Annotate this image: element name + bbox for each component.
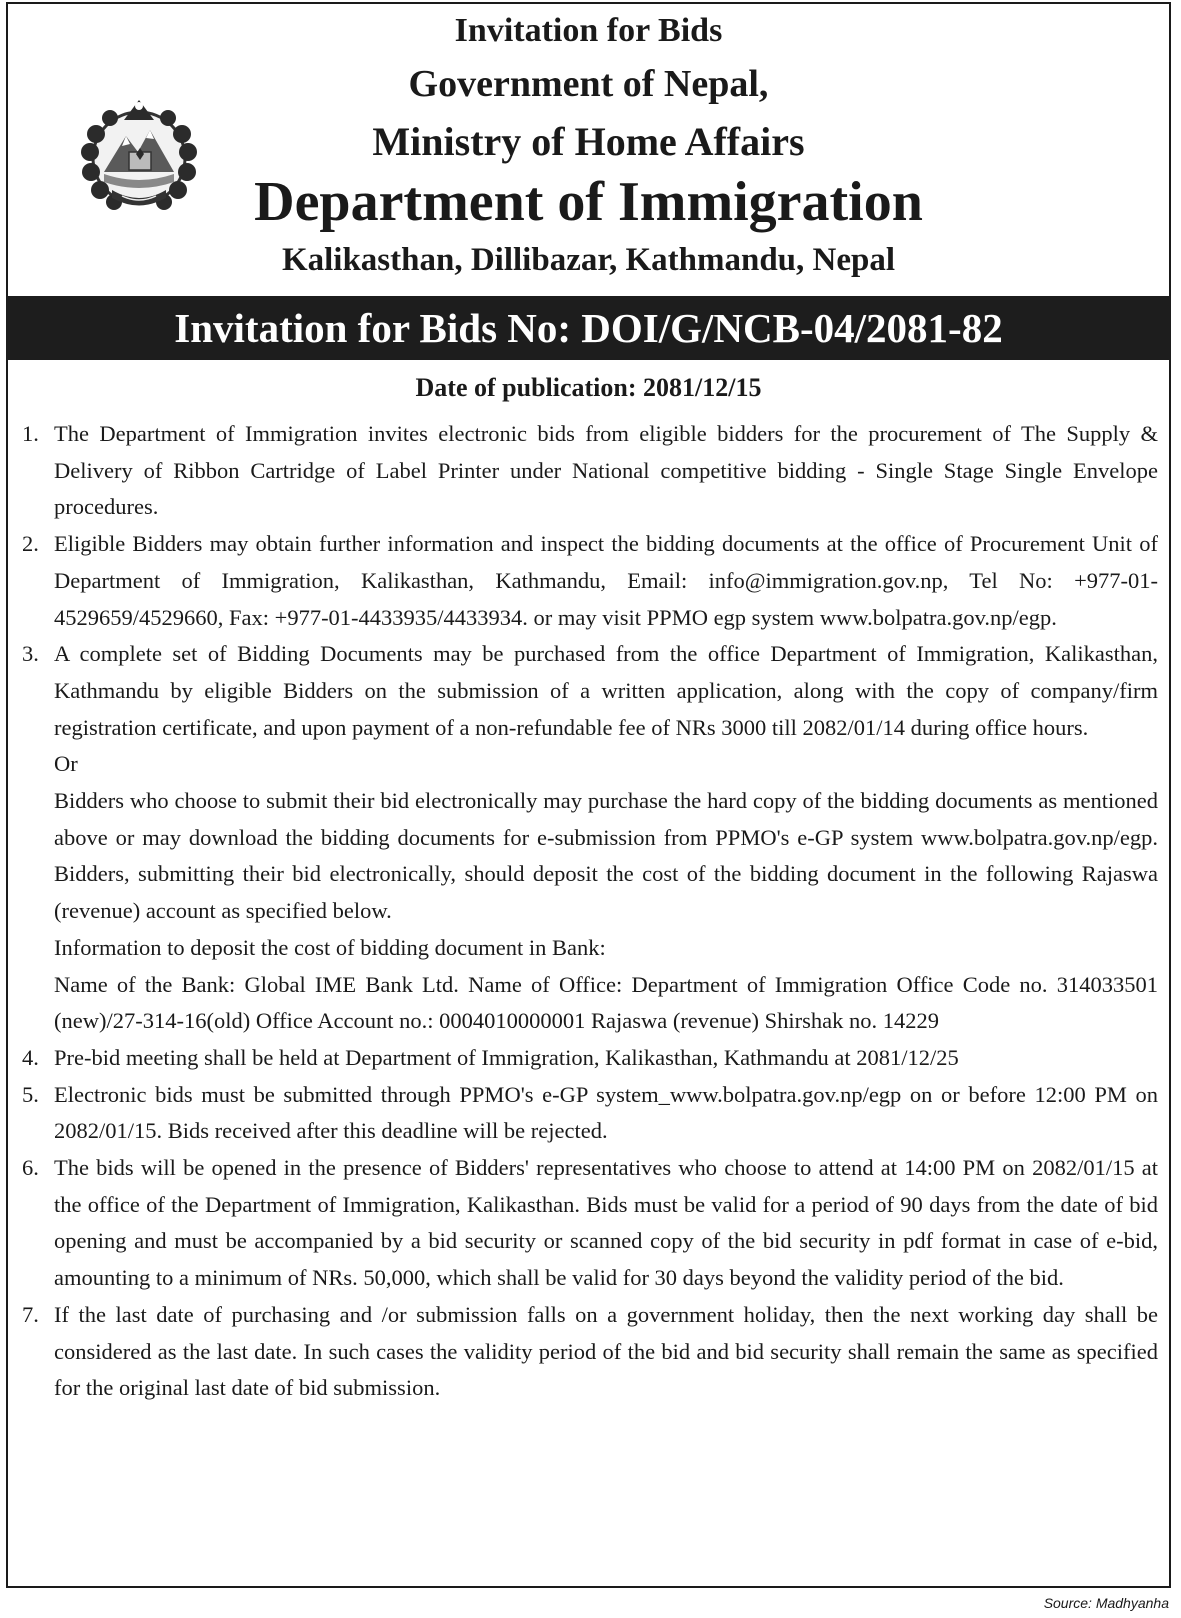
item-number: 2. [22, 531, 39, 557]
item-text: If the last date of purchasing and /or submission falls on a government holiday, then the next working day shall be considered as the last date. In such cases the validity period of the bid and bid security shall remain the same as specified for the original last date of bid submission. [54, 1301, 1158, 1401]
heading-ministry: Ministry of Home Affairs [372, 119, 805, 164]
item-number: 4. [22, 1044, 39, 1070]
source-credit: Source: Madhyanha [1043, 1595, 1169, 1611]
heading-department: Department of Immigration [254, 171, 923, 233]
item-text-bank-info-heading: Information to deposit the cost of bidding document in Bank: [54, 934, 606, 960]
publication-date: Date of publication: 2081/12/15 [415, 373, 762, 402]
list-item [22, 416, 1158, 526]
notice-page [6, 2, 1171, 1588]
list-item [22, 1297, 1158, 1407]
item-number: 1. [22, 421, 39, 446]
item-text: Electronic bids must be submitted through PPMO's e-GP system_www.bolpatra.gov.np/egp on or before 12:00 PM on 2082/01/15. Bids received after this deadline will be rejected. [54, 1081, 1158, 1144]
item-text: The Department of Immigration invites electronic bids from eligible bidders for the procurement of The Supply & Delivery of Ribbon Cartridge of Label Printer under National competitive bidding - Single Stage Single Envelope procedures. [54, 421, 1158, 520]
item-number: 7. [22, 1301, 39, 1327]
list-item [22, 636, 1158, 1040]
heading-government: Government of Nepal, [408, 63, 769, 105]
item-number: 5. [22, 1081, 39, 1107]
heading-invitation: Invitation for Bids [454, 12, 723, 49]
item-text-bank-details: Name of the Bank: Global IME Bank Ltd. Name of Office: Department of Immigration Office Code no. 314033501 (new)/27-314-16(old) Office Account no.: 0004010000001 Rajaswa (revenue) Shirshak no. 14229 [54, 971, 1158, 1034]
item-text-electronic: Bidders who choose to submit their bid electronically may purchase the hard copy of the bidding documents as mentioned above or may download the bidding documents for e-submission from PPMO's e-GP system www.bolpatra.gov.np/egp. Bidders, submitting their bid electronically, should deposit the cost of the bidding document in the following Rajaswa (revenue) account as specified below. [54, 788, 1158, 924]
heading-address: Kalikasthan, Dillibazar, Kathmandu, Nepal [281, 242, 896, 278]
list-item [22, 526, 1158, 636]
item-text-or: Or [54, 751, 78, 777]
bid-number-banner: Invitation for Bids No: DOI/G/NCB-04/2081-82 [6, 296, 1171, 360]
list-item [22, 1077, 1158, 1150]
notice-body [22, 416, 1158, 1407]
item-number: 6. [22, 1155, 39, 1181]
item-number: 3. [22, 641, 39, 667]
list-item [22, 1040, 1158, 1077]
item-text: A complete set of Bidding Documents may be purchased from the office Department of Immigration, Kalikasthan, Kathmandu by eligible Bidders on the submission of a written application, along with the copy of company/firm registration certificate, and upon payment of a non-refundable fee of NRs 3000 till 2082/01/14 during office hours. [54, 641, 1158, 740]
item-text: The bids will be opened in the presence of Bidders' representatives who choose to attend at 14:00 PM on 2082/01/15 at the office of the Department of Immigration, Kalikasthan. Bids must be valid for a period of 90 days from the date of bid opening and must be accompanied by a bid security or scanned copy of the bid security in pdf format in case of e-bid, amounting to a minimum of NRs. 50,000, which shall be valid for 30 days beyond the validity period of the bid. [54, 1155, 1158, 1291]
list-item [22, 1150, 1158, 1297]
item-text: Eligible Bidders may obtain further information and inspect the bidding documents at the office of Procurement Unit of Department of Immigration, Kalikasthan, Kathmandu, Email: info@immigration.gov.np, Tel No: +977-01-4529659/4529660, Fax: +977-01-4433935/4433934. or may visit PPMO egp system www.bolpatra.gov.np/egp. [54, 531, 1158, 630]
item-text: Pre-bid meeting shall be held at Department of Immigration, Kalikasthan, Kathmandu at 2081/12/25 [54, 1044, 959, 1070]
